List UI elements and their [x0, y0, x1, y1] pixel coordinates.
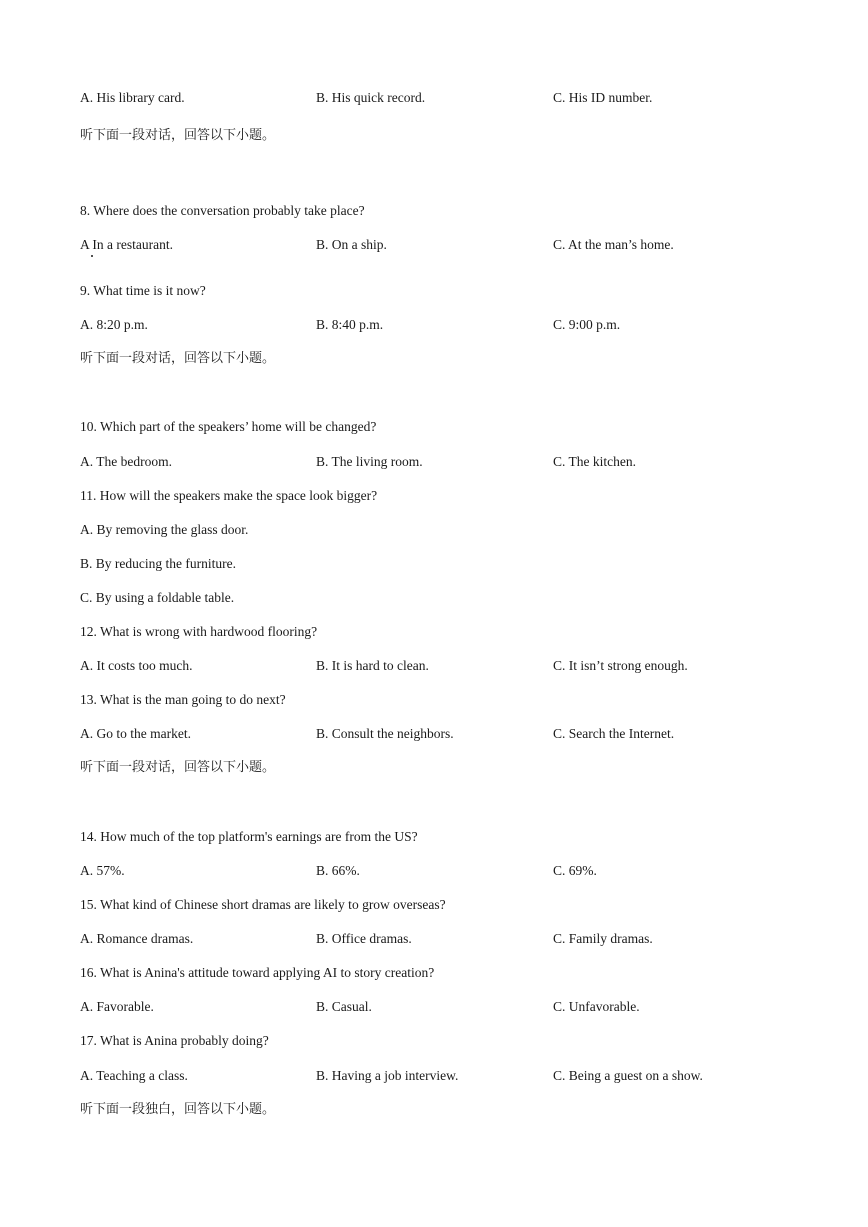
q14-option-a: A. 57%. — [80, 863, 125, 878]
q10-option-b: B. The living room. — [316, 454, 423, 469]
q17-option-a: A. Teaching a class. — [80, 1068, 188, 1083]
q7-option-c: C. His ID number. — [553, 90, 653, 105]
question-8-stem: 8. Where does the conversation probably take place? — [80, 203, 365, 218]
q11-option-c: C. By using a foldable table. — [80, 590, 235, 605]
q7-option-b: B. His quick record. — [316, 90, 426, 105]
q13-option-a: A. Go to the market. — [80, 726, 191, 741]
q15-option-a: A. Romance dramas. — [80, 931, 194, 946]
q10-option-c: C. The kitchen. — [553, 454, 636, 469]
section-instruction: 听下面一段对话，回答以下小题。 — [80, 128, 276, 143]
stray-dot — [91, 255, 93, 257]
question-11-stem: 11. How will the speakers make the space look bigger? — [80, 488, 378, 503]
question-16-stem: 16. What is Anina's attitude toward applying AI to story creation? — [80, 965, 435, 980]
question-9-stem: 9. What time is it now? — [80, 283, 206, 298]
question-13-stem: 13. What is the man going to do next? — [80, 692, 286, 707]
q10-option-a: A. The bedroom. — [80, 454, 172, 469]
q11-option-b: B. By reducing the furniture. — [80, 556, 236, 571]
q17-option-c: C. Being a guest on a show. — [553, 1068, 703, 1083]
question-10-stem: 10. Which part of the speakers’ home will be changed? — [80, 419, 377, 434]
question-14-stem: 14. How much of the top platform's earnings are from the US? — [80, 829, 418, 844]
q13-option-c: C. Search the Internet. — [553, 726, 675, 741]
q14-option-b: B. 66%. — [316, 863, 360, 878]
q9-option-c: C. 9:00 p.m. — [553, 317, 621, 332]
question-12-stem: 12. What is wrong with hardwood flooring? — [80, 624, 318, 639]
q17-option-b: B. Having a job interview. — [316, 1068, 459, 1083]
section-instruction: 听下面一段独白，回答以下小题。 — [80, 1102, 276, 1117]
question-15-stem: 15. What kind of Chinese short dramas are likely to grow overseas? — [80, 897, 446, 912]
q12-option-b: B. It is hard to clean. — [316, 658, 429, 673]
section-instruction: 听下面一段对话，回答以下小题。 — [80, 351, 276, 366]
q15-option-b: B. Office dramas. — [316, 931, 412, 946]
q12-option-c: C. It isn’t strong enough. — [553, 658, 688, 673]
q15-option-c: C. Family dramas. — [553, 931, 653, 946]
q13-option-b: B. Consult the neighbors. — [316, 726, 454, 741]
q8-option-b: B. On a ship. — [316, 237, 387, 252]
q12-option-a: A. It costs too much. — [80, 658, 193, 673]
q8-option-a: A In a restaurant. — [80, 237, 173, 252]
q14-option-c: C. 69%. — [553, 863, 597, 878]
q16-option-b: B. Casual. — [316, 999, 372, 1014]
q11-option-a: A. By removing the glass door. — [80, 522, 249, 537]
q9-option-a: A. 8:20 p.m. — [80, 317, 148, 332]
q8-option-c: C. At the man’s home. — [553, 237, 674, 252]
question-17-stem: 17. What is Anina probably doing? — [80, 1033, 269, 1048]
section-instruction: 听下面一段对话，回答以下小题。 — [80, 760, 276, 775]
q16-option-a: A. Favorable. — [80, 999, 154, 1014]
q7-option-a: A. His library card. — [80, 90, 185, 105]
q16-option-c: C. Unfavorable. — [553, 999, 640, 1014]
q9-option-b: B. 8:40 p.m. — [316, 317, 384, 332]
